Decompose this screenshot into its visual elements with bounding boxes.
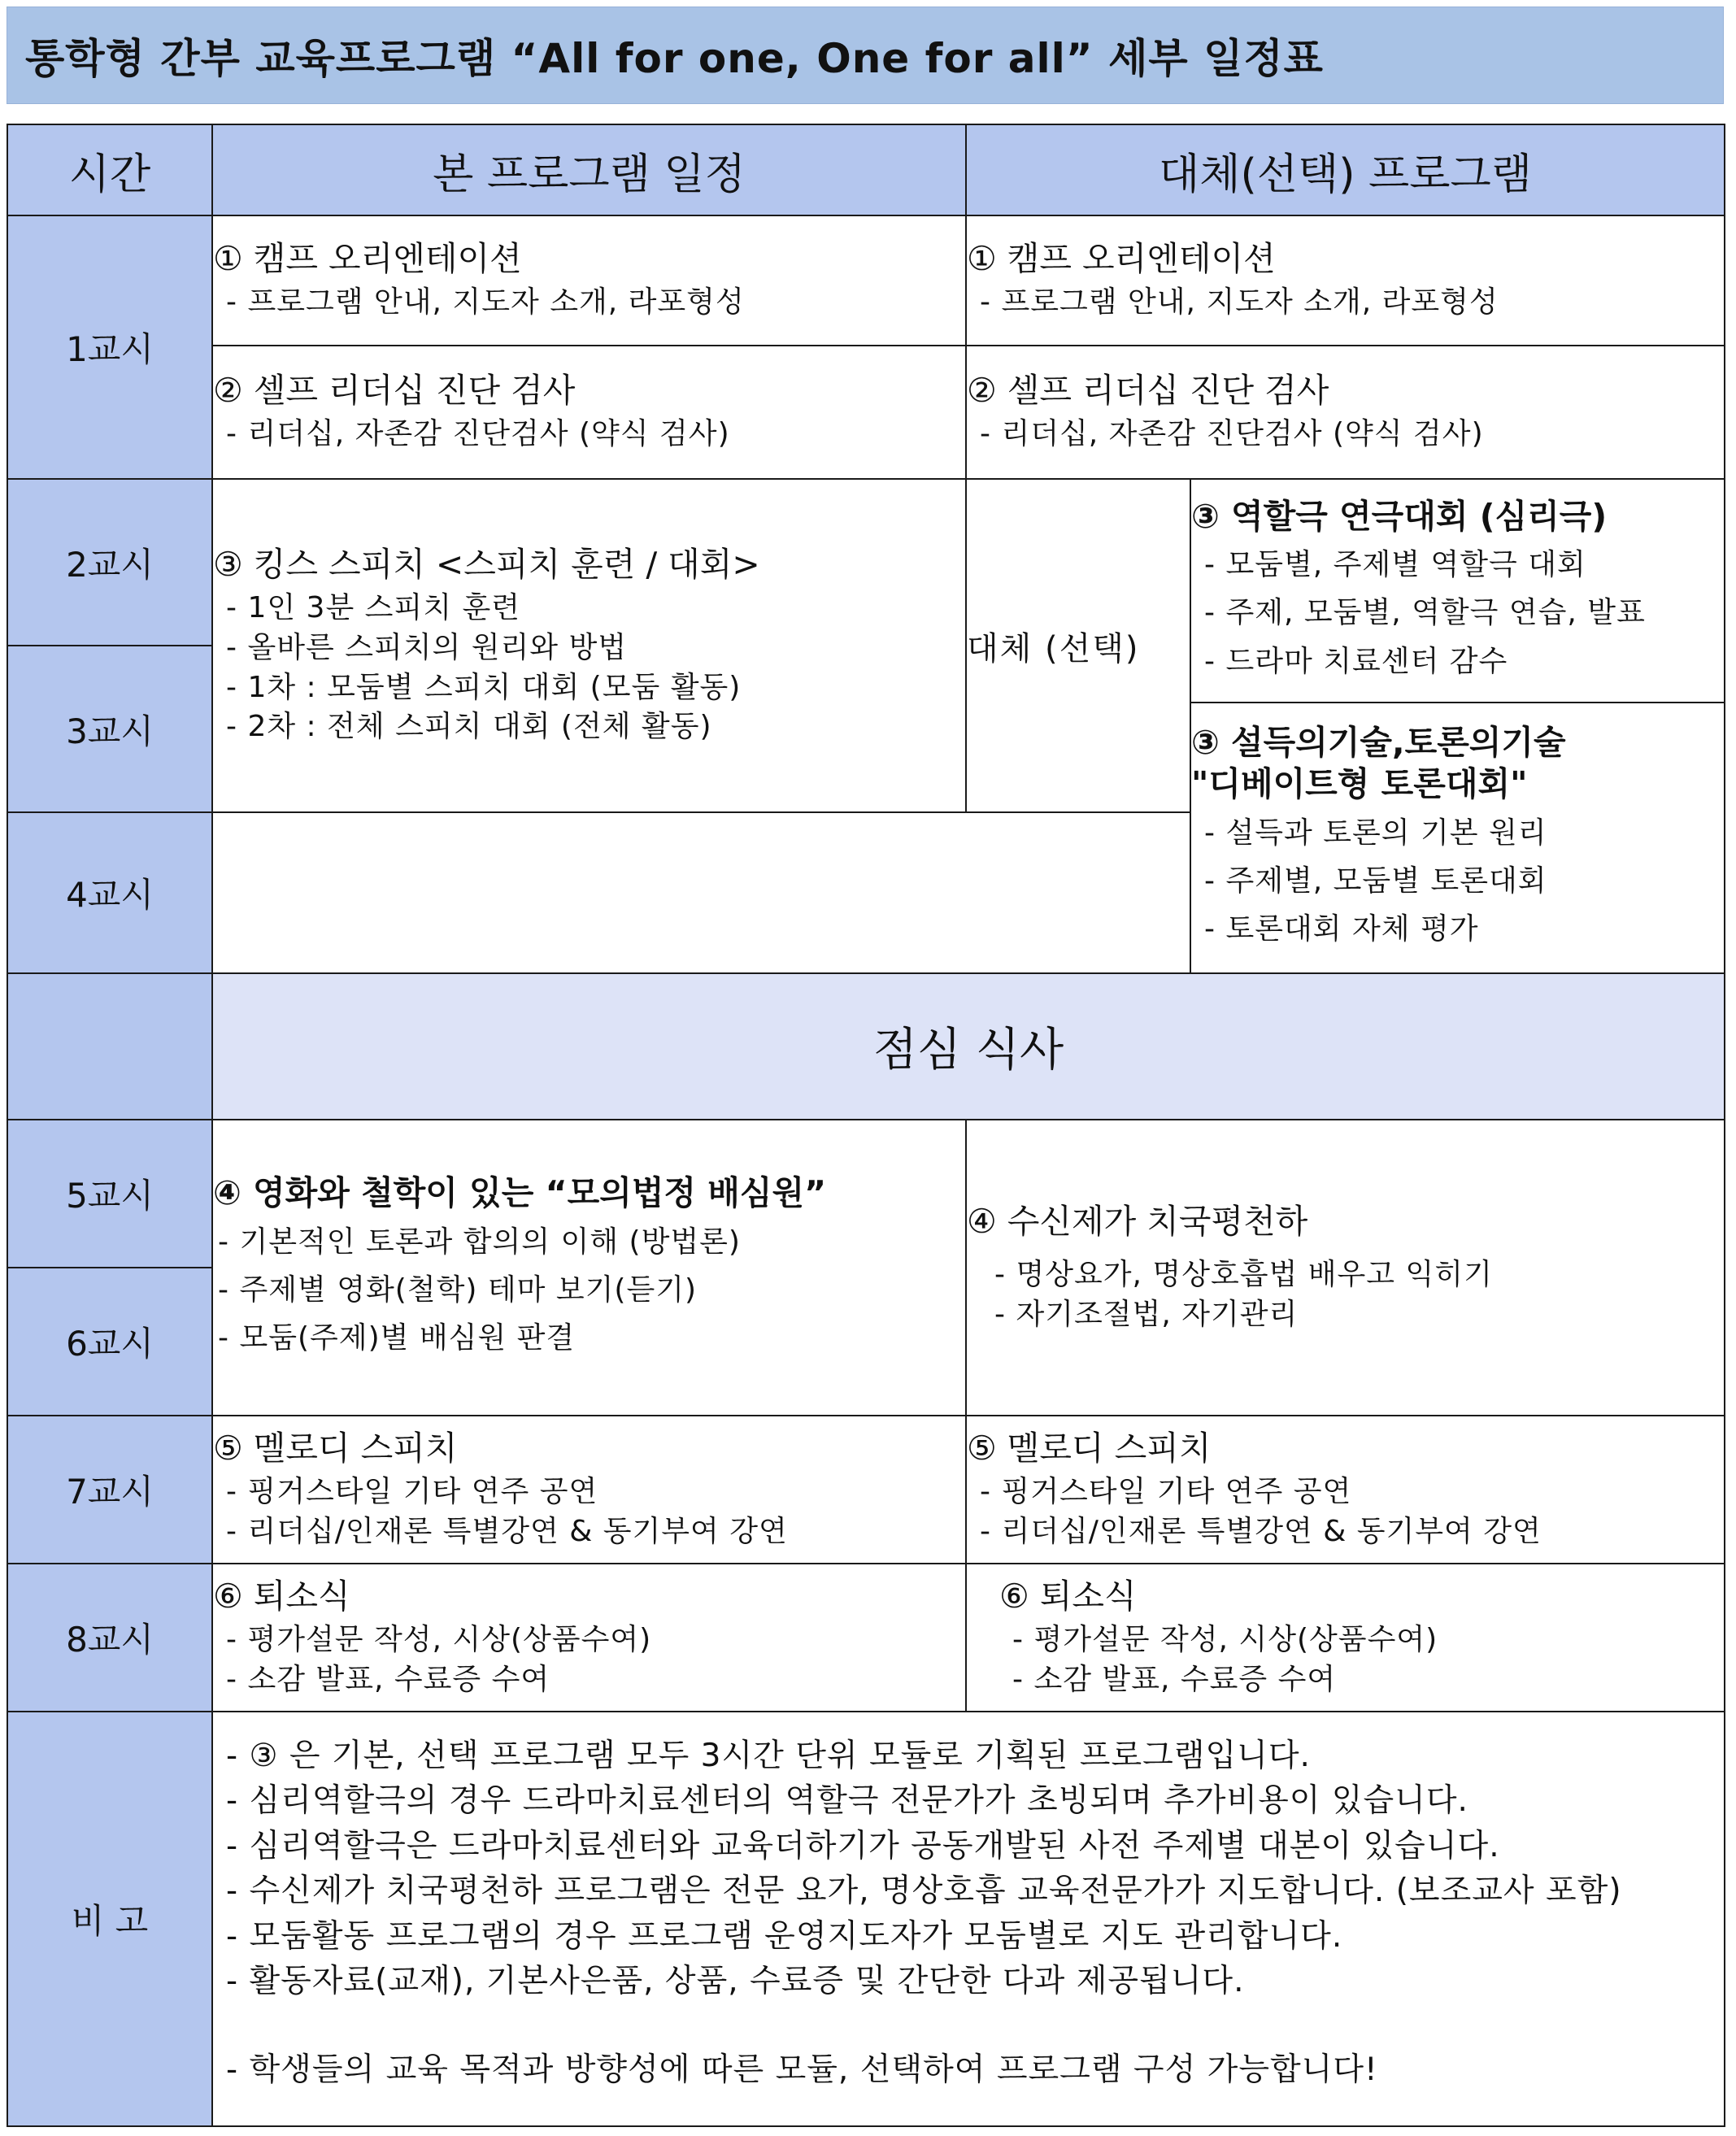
remark-item: - 심리역할극의 경우 드라마치료센터의 역할극 전문가가 초빙되며 추가비용이 있습니다. (226, 1778, 1724, 1823)
block234-alt-b-item: - 주제별, 모둠별 토론대회 (1204, 857, 1724, 905)
block56-alt-item: - 명상요가, 명상호흡법 배우고 익히기 (994, 1255, 1724, 1295)
period-7-row (7, 1416, 1725, 1564)
remark-item: - 수신제가 치국평천하 프로그램은 전문 요가, 명상호흡 교육전문가가 지도합니다. (보조교사 포함) (226, 1868, 1724, 1913)
p8-alt-item: - 소감 발표, 수료증 수여 (1012, 1660, 1724, 1700)
p8-main-cell (212, 1564, 966, 1712)
p1a-main-cell (212, 215, 966, 346)
block234-main-item: - 1차 : 모둠별 스피치 대회 (모둠 활동) (226, 668, 965, 708)
remark-item: - ③ 은 기본, 선택 프로그램 모두 3시간 단위 모듈로 기획된 프로그램입니다. (226, 1734, 1724, 1778)
p7-main-cell (212, 1416, 966, 1564)
p1b-main-title: ② 셀프 리더십 진단 검사 (213, 371, 576, 411)
p8-alt-title: ⑥ 퇴소식 (999, 1576, 1137, 1616)
p7-main-item: - 리더십/인재론 특별강연 & 동기부여 강연 (226, 1512, 965, 1552)
remark-final: - 학생들의 교육 목적과 방향성에 따른 모듈, 선택하여 프로그램 구성 가능합니다! (226, 2047, 1724, 2092)
block56-alt-title: ④ 수신제가 치국평천하 (967, 1201, 1308, 1241)
block234-alt-a-item: - 주제, 모둠별, 역할극 연습, 발표 (1204, 589, 1724, 637)
period-5-label: 5교시 (7, 1120, 212, 1268)
block56-main-item: - 모둠(주제)별 배심원 판결 (218, 1314, 965, 1362)
block234-alt-label: 대체 (선택) (966, 479, 1190, 812)
schedule-table (7, 124, 1725, 2127)
remark-item: - 모둠활동 프로그램의 경우 프로그램 운영지도자가 모둠별로 지도 관리합니다. (226, 1914, 1724, 1959)
period-3-label: 3교시 (7, 646, 212, 812)
p7-alt-title: ⑤ 멜로디 스피치 (967, 1428, 1212, 1468)
p1a-alt-cell (966, 215, 1725, 346)
p1b-alt-cell (966, 346, 1725, 479)
block234-main-cell (212, 479, 966, 812)
p8-main-title: ⑥ 퇴소식 (213, 1576, 350, 1616)
block56-main-title: ④ 영화와 철학이 있는 “모의법정 배심원” (213, 1173, 827, 1213)
remarks-row (7, 1712, 1725, 2126)
p1a-main-title: ① 캠프 오리엔테이션 (213, 239, 522, 279)
block56-alt-item: - 자기조절법, 자기관리 (994, 1295, 1724, 1335)
block234-alt-a-item: - 드라마 치료센터 감수 (1204, 637, 1724, 685)
block234-alt-a-title: ③ 역할극 연극대회 (심리극) (1191, 496, 1608, 536)
block234-main-title: ③ 킹스 스피치 <스피치 훈련 / 대회> (213, 545, 760, 585)
p1a-main-item: - 프로그램 안내, 지도자 소개, 라포형성 (226, 283, 965, 323)
p7-main-item: - 핑거스타일 기타 연주 공연 (226, 1473, 965, 1512)
lunch-time-cell (7, 973, 212, 1120)
block234-alt-b-title: ③ 설득의기술,토론의기술 (1191, 723, 1566, 763)
remarks-cell (212, 1712, 1725, 2126)
period-1-row-b (7, 346, 1725, 479)
period-1-row-a (7, 215, 1725, 346)
lunch-row (7, 973, 1725, 1120)
p7-alt-item: - 핑거스타일 기타 연주 공연 (980, 1473, 1724, 1512)
block234-main-item: - 올바른 스피치의 원리와 방법 (226, 629, 965, 668)
lunch-label: 점심 식사 (212, 973, 1725, 1120)
period-5-row (7, 1120, 1725, 1268)
p1a-alt-title: ① 캠프 오리엔테이션 (967, 239, 1276, 279)
block234-main-item: - 2차 : 전체 스피치 대회 (전체 활동) (226, 707, 965, 747)
p8-main-item: - 소감 발표, 수료증 수여 (226, 1660, 965, 1700)
header-main-program: 본 프로그램 일정 (212, 124, 966, 215)
p8-main-item: - 평가설문 작성, 시상(상품수여) (226, 1620, 965, 1660)
period-2-row (7, 479, 1725, 646)
period-8-label: 8교시 (7, 1564, 212, 1712)
header-row (7, 124, 1725, 215)
block56-main-item: - 기본적인 토론과 합의의 이해 (방법론) (218, 1218, 965, 1266)
p7-alt-cell (966, 1416, 1725, 1564)
period-4-label: 4교시 (7, 812, 212, 973)
period-8-row (7, 1564, 1725, 1712)
p7-alt-item: - 리더십/인재론 특별강연 & 동기부여 강연 (980, 1512, 1724, 1552)
block56-main-cell (212, 1120, 966, 1416)
remark-item: - 심리역할극은 드라마치료센터와 교육더하기가 공동개발된 사전 주제별 대본이 있습니다. (226, 1824, 1724, 1868)
block56-alt-cell (966, 1120, 1725, 1416)
remark-item: - 활동자료(교재), 기본사은품, 상품, 수료증 및 간단한 다과 제공됩니다. (226, 1959, 1724, 2003)
block234-main-item: - 1인 3분 스피치 훈련 (226, 589, 965, 629)
p1a-alt-item: - 프로그램 안내, 지도자 소개, 라포형성 (980, 283, 1724, 323)
p1b-main-cell (212, 346, 966, 479)
p1b-alt-title: ② 셀프 리더십 진단 검사 (967, 371, 1329, 411)
p1b-alt-item: - 리더십, 자존감 진단검사 (약식 검사) (980, 415, 1724, 455)
block234-alt-a-item: - 모둠별, 주제별 역할극 대회 (1204, 541, 1724, 589)
block234-alt-b-item: - 설득과 토론의 기본 원리 (1204, 809, 1724, 857)
period-6-label: 6교시 (7, 1268, 212, 1416)
block234-alt-b-item: - 토론대회 자체 평가 (1204, 905, 1724, 953)
p8-alt-cell (966, 1564, 1725, 1712)
p7-main-title: ⑤ 멜로디 스피치 (213, 1428, 458, 1468)
p8-alt-item: - 평가설문 작성, 시상(상품수여) (1012, 1620, 1724, 1660)
block234-alt-b-subtitle: "디베이트형 토론대회" (1191, 764, 1528, 804)
header-alt-program: 대체(선택) 프로그램 (966, 124, 1725, 215)
p1b-main-item: - 리더십, 자존감 진단검사 (약식 검사) (226, 415, 965, 455)
period-1-label: 1교시 (7, 215, 212, 479)
block56-main-item: - 주제별 영화(철학) 테마 보기(듣기) (218, 1266, 965, 1314)
period-7-label: 7교시 (7, 1416, 212, 1564)
period-2-label: 2교시 (7, 479, 212, 646)
remarks-label: 비 고 (7, 1712, 212, 2126)
block234-alt-b-cell (1190, 703, 1725, 973)
block234-alt-a-cell (1190, 479, 1725, 703)
page-title: 통학형 간부 교육프로그램 “All for one, One for all” 세부 일정표 (7, 7, 1724, 104)
header-time: 시간 (7, 124, 212, 215)
